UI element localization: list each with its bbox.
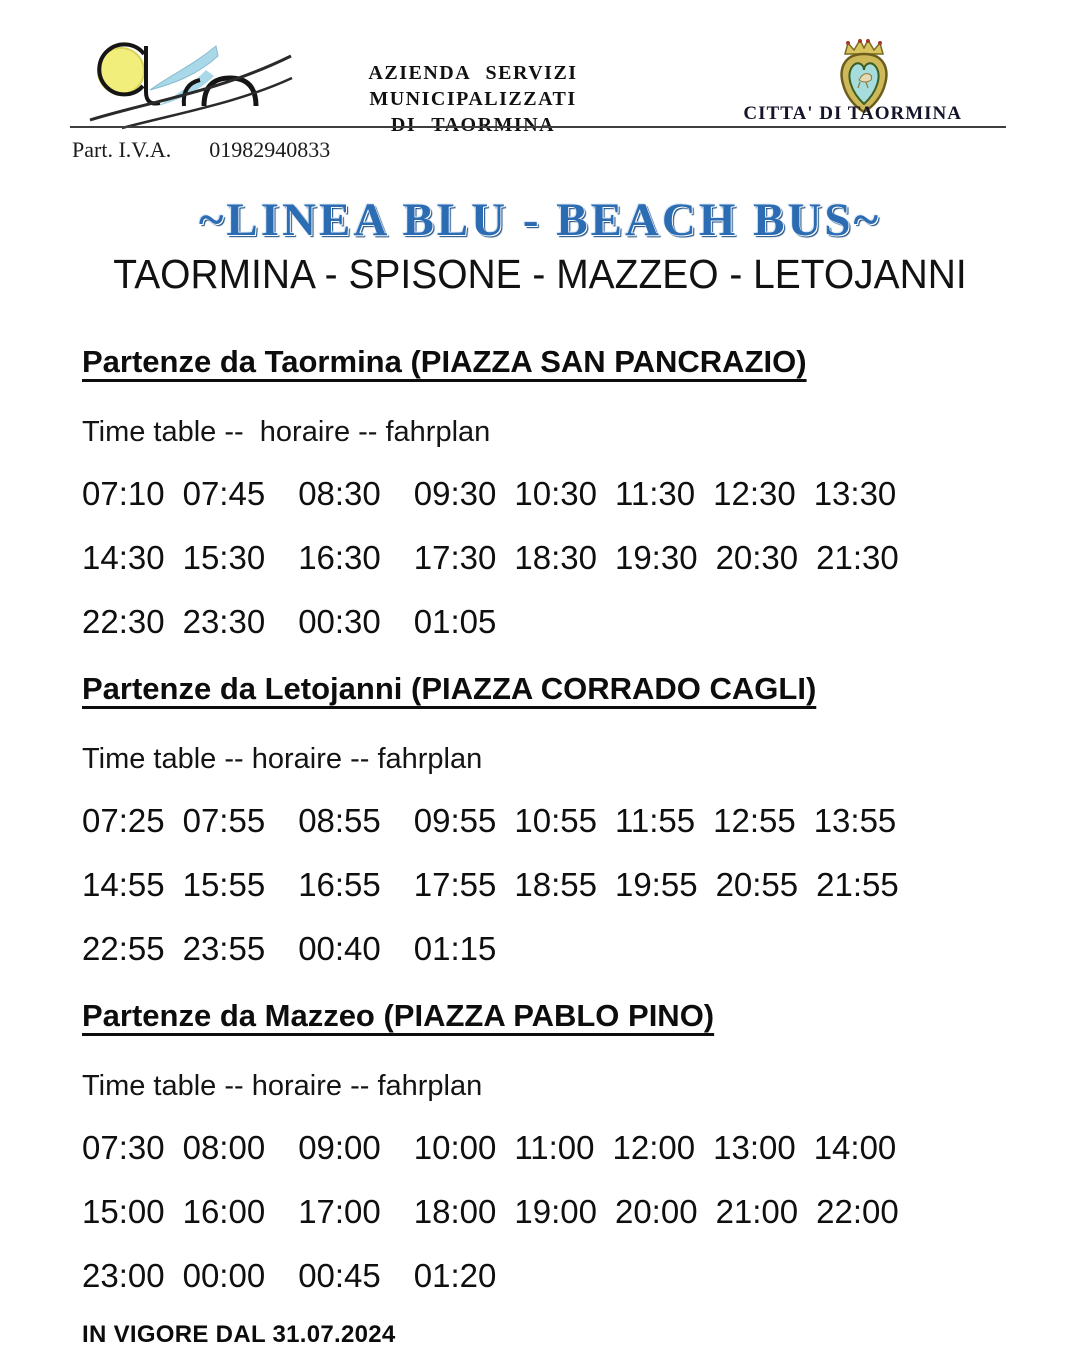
departure-time: 01:15	[413, 930, 497, 967]
effective-date-note: IN VIGORE DAL 31.07.2024	[82, 1321, 396, 1348]
departure-time: 13:00	[713, 1129, 796, 1166]
departure-time: 19:30	[614, 539, 698, 576]
route-subtitle: TAORMINA - SPISONE - MAZZEO - LETOJANNI	[113, 251, 967, 297]
departure-time: 17:00	[298, 1193, 381, 1230]
departure-time: 11:00	[514, 1129, 595, 1166]
departure-time: 14:55	[82, 866, 165, 903]
departure-time: 11:55	[614, 802, 696, 839]
time-row	[82, 475, 1000, 513]
departure-time: 00:30	[298, 603, 381, 640]
vat-label: Part. I.V.A.	[72, 137, 172, 162]
departure-time: 10:00	[413, 1129, 497, 1166]
time-rows	[82, 802, 1000, 968]
departure-time: 22:00	[816, 1193, 899, 1230]
departure-time: 19:00	[514, 1193, 597, 1230]
departure-time: 12:00	[612, 1129, 696, 1166]
departure-time: 16:30	[298, 539, 381, 576]
departure-time: 12:55	[713, 802, 796, 839]
departure-time: 07:30	[82, 1129, 165, 1166]
departure-time: 11:30	[614, 475, 696, 512]
departure-time: 22:30	[82, 603, 165, 640]
page-title: ~LINEA BLU - BEACH BUS~	[198, 194, 882, 246]
departure-time: 09:00	[298, 1129, 381, 1166]
departure-time: 21:55	[816, 866, 899, 903]
time-row	[82, 603, 1000, 641]
departure-time: 14:30	[82, 539, 165, 576]
section-heading: Partenze da Mazzeo (PIAZZA PABLO PINO)	[82, 998, 715, 1033]
departure-time: 20:00	[614, 1193, 698, 1230]
timetable-label: Time table -- horaire -- fahrplan	[82, 1070, 483, 1102]
departure-time: 12:30	[713, 475, 796, 512]
section-heading: Partenze da Taormina (PIAZZA SAN PANCRAZIO)	[82, 344, 807, 379]
time-row	[82, 539, 1000, 577]
departure-time: 07:45	[182, 475, 266, 512]
departure-time: 09:30	[413, 475, 497, 512]
departure-time: 08:00	[182, 1129, 266, 1166]
time-row	[82, 802, 1000, 840]
departure-time: 07:25	[82, 802, 165, 839]
vat-number: 01982940833	[209, 137, 331, 162]
header-divider	[70, 126, 1006, 128]
departure-time: 14:00	[813, 1129, 897, 1166]
section-heading: Partenze da Letojanni (PIAZZA CORRADO CAGLI)	[82, 671, 817, 706]
asm-logo-icon	[88, 40, 293, 140]
departure-time: 17:55	[413, 866, 497, 903]
time-row	[82, 1129, 1000, 1167]
departure-time: 07:10	[82, 475, 165, 512]
time-rows	[82, 475, 1000, 641]
departure-time: 01:20	[413, 1257, 497, 1294]
departure-time: 15:00	[82, 1193, 165, 1230]
departure-time: 08:30	[298, 475, 381, 512]
departure-time: 13:30	[813, 475, 897, 512]
vat-line	[72, 137, 1080, 163]
departure-time: 10:30	[514, 475, 597, 512]
departure-time: 20:55	[715, 866, 799, 903]
departure-time: 21:00	[715, 1193, 799, 1230]
departure-time: 16:55	[298, 866, 381, 903]
departure-time: 10:55	[514, 802, 597, 839]
departure-time: 18:00	[413, 1193, 497, 1230]
time-row	[82, 1193, 1000, 1231]
departure-time: 07:55	[182, 802, 266, 839]
time-row	[82, 866, 1000, 904]
departure-time: 17:30	[413, 539, 497, 576]
time-rows	[82, 1129, 1000, 1295]
departure-time: 00:00	[182, 1257, 266, 1294]
departure-time: 18:30	[514, 539, 597, 576]
departure-time: 22:55	[82, 930, 165, 967]
departure-time: 18:55	[514, 866, 597, 903]
time-row	[82, 930, 1000, 968]
time-row	[82, 1257, 1000, 1295]
departure-time: 23:55	[182, 930, 266, 967]
timetable-section	[82, 671, 1000, 968]
departure-time: 15:30	[182, 539, 266, 576]
departure-time: 21:30	[816, 539, 899, 576]
departure-time: 23:30	[182, 603, 266, 640]
timetable-label: Time table -- horaire -- fahrplan	[82, 416, 491, 448]
timetable-label: Time table -- horaire -- fahrplan	[82, 743, 483, 775]
organization-name-line1: AZIENDA SERVIZI MUNICIPALIZZATI	[368, 62, 578, 110]
departure-time: 19:55	[614, 866, 698, 903]
departure-time: 00:45	[298, 1257, 381, 1294]
page-header	[0, 0, 1080, 136]
timetable-section	[82, 998, 1000, 1295]
departure-time: 16:00	[182, 1193, 266, 1230]
departure-time: 20:30	[715, 539, 799, 576]
organization-name-line2: DI TAORMINA	[390, 114, 556, 136]
departure-time: 08:55	[298, 802, 381, 839]
departure-time: 23:00	[82, 1257, 165, 1294]
departure-time: 13:55	[813, 802, 897, 839]
city-label: CITTA' DI TAORMINA	[743, 103, 962, 124]
departure-time: 00:40	[298, 930, 381, 967]
timetable-section	[82, 344, 1000, 641]
timetable-sections	[0, 344, 1080, 1295]
departure-time: 15:55	[182, 866, 266, 903]
departure-time: 09:55	[413, 802, 497, 839]
departure-time: 01:05	[413, 603, 497, 640]
